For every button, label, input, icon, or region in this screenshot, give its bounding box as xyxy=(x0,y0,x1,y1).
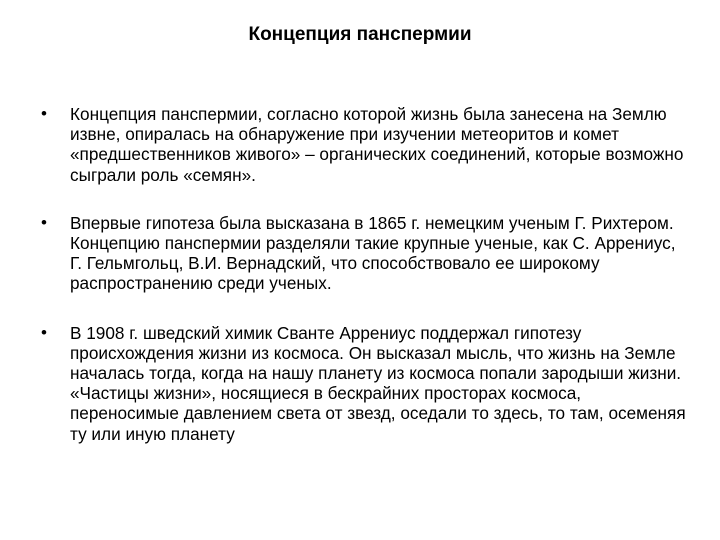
bullet-dot-icon: • xyxy=(41,104,47,123)
bullet-list xyxy=(0,104,720,472)
bullet-text: В 1908 г. шведский химик Сванте Аррениус поддержал гипотезу происхождения жизни из космоса. Он высказал мысль, что жизнь на Земле началась тогда, когда на нашу планету из космоса попали зародыши жизни. «Частицы жизни», носящиеся в бескрайних просторах космоса, переносимые давлением света от звезд, оседали то здесь, то там, осеменяя ту или иную планету xyxy=(70,322,686,444)
bullet-item xyxy=(0,104,720,185)
bullet-item xyxy=(0,213,720,294)
bullet-dot-icon: • xyxy=(41,322,47,342)
bullet-text: Концепция панспермии, согласно которой жизнь была занесена на Землю извне, опиралась на обнаружение при изучении метеоритов и комет «предшественников живого» – органических соединений, которые возможно сыграли роль «семян». xyxy=(70,104,684,185)
bullet-item xyxy=(0,323,720,444)
bullet-text: Впервые гипотеза была высказана в 1865 г. немецким ученым Г. Рихтером. Концепцию панспермии разделяли такие крупные ученые, как С. Аррениус, Г. Гельмгольц, В.И. Вернадский, что способствовало ее широкому распространению среди ученых. xyxy=(70,212,676,294)
slide-title: Концепция панспермии xyxy=(248,24,472,45)
bullet-dot-icon: • xyxy=(41,212,47,232)
